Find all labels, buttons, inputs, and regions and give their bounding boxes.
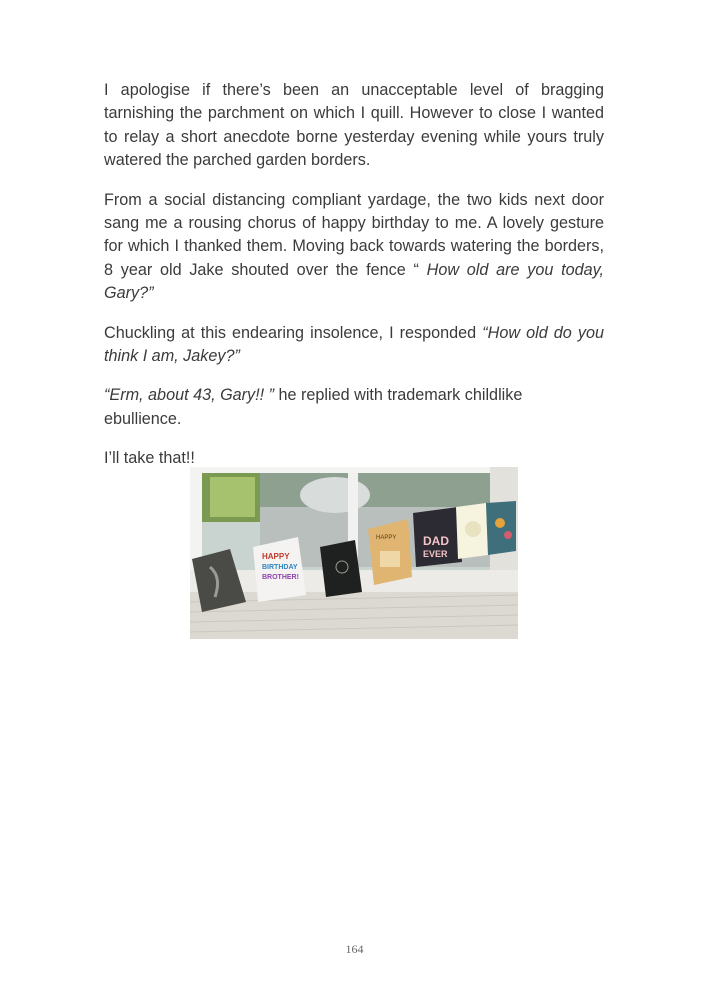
paragraph-3-text: Chuckling at this endearing insolence, I responded xyxy=(104,323,483,342)
svg-text:HAPPY: HAPPY xyxy=(376,535,397,541)
paragraph-4-quote: “Erm, about 43, Gary!! ” xyxy=(104,386,275,405)
paragraph-2-text: From a social distancing compliant yardage, the two kids next door sang me a rousing chorus of happy birthday to me. A lovely gesture for which I thanked them. Moving back towards watering the borders, 8 year old Jake shouted over the fence “ xyxy=(104,190,604,279)
parked-car xyxy=(300,477,370,513)
birthday-cards-photo xyxy=(190,467,518,639)
svg-text:HAPPY: HAPPY xyxy=(262,552,290,561)
card-7 xyxy=(486,501,516,555)
paragraph-4 xyxy=(104,384,604,431)
svg-text:BIRTHDAY: BIRTHDAY xyxy=(262,564,298,571)
card-5 xyxy=(413,507,462,567)
card-4 xyxy=(368,519,412,585)
svg-text:BROTHER!: BROTHER! xyxy=(262,574,299,581)
paragraph-2-quote: How old are you today, Gary?” xyxy=(104,260,604,303)
paragraph-4-text: he replied with trademark childlike ebullience. xyxy=(104,386,523,428)
foliage xyxy=(210,477,255,517)
paragraph-1: I apologise if there’s been an unacceptable level of bragging tarnishing the parchment on which I quill. However to close I wanted to relay a short anecdote borne yesterday evening while yours truly watered the parched garden borders. xyxy=(104,81,604,170)
paragraph-3 xyxy=(104,322,604,369)
page-number: 164 xyxy=(345,942,364,956)
body-text xyxy=(104,79,604,487)
paragraph-5: I’ll take that!! xyxy=(104,449,195,468)
paragraph-3-quote: “How old do you think I am, Jakey?” xyxy=(104,323,604,366)
window-frame-top xyxy=(190,467,518,473)
card-2 xyxy=(253,537,306,602)
photo-illustration xyxy=(190,467,518,639)
svg-text:DAD: DAD xyxy=(423,534,449,548)
card-3 xyxy=(320,540,362,597)
svg-text:EVER: EVER xyxy=(423,549,448,559)
card-6 xyxy=(456,503,488,559)
paragraph-2 xyxy=(104,189,604,306)
